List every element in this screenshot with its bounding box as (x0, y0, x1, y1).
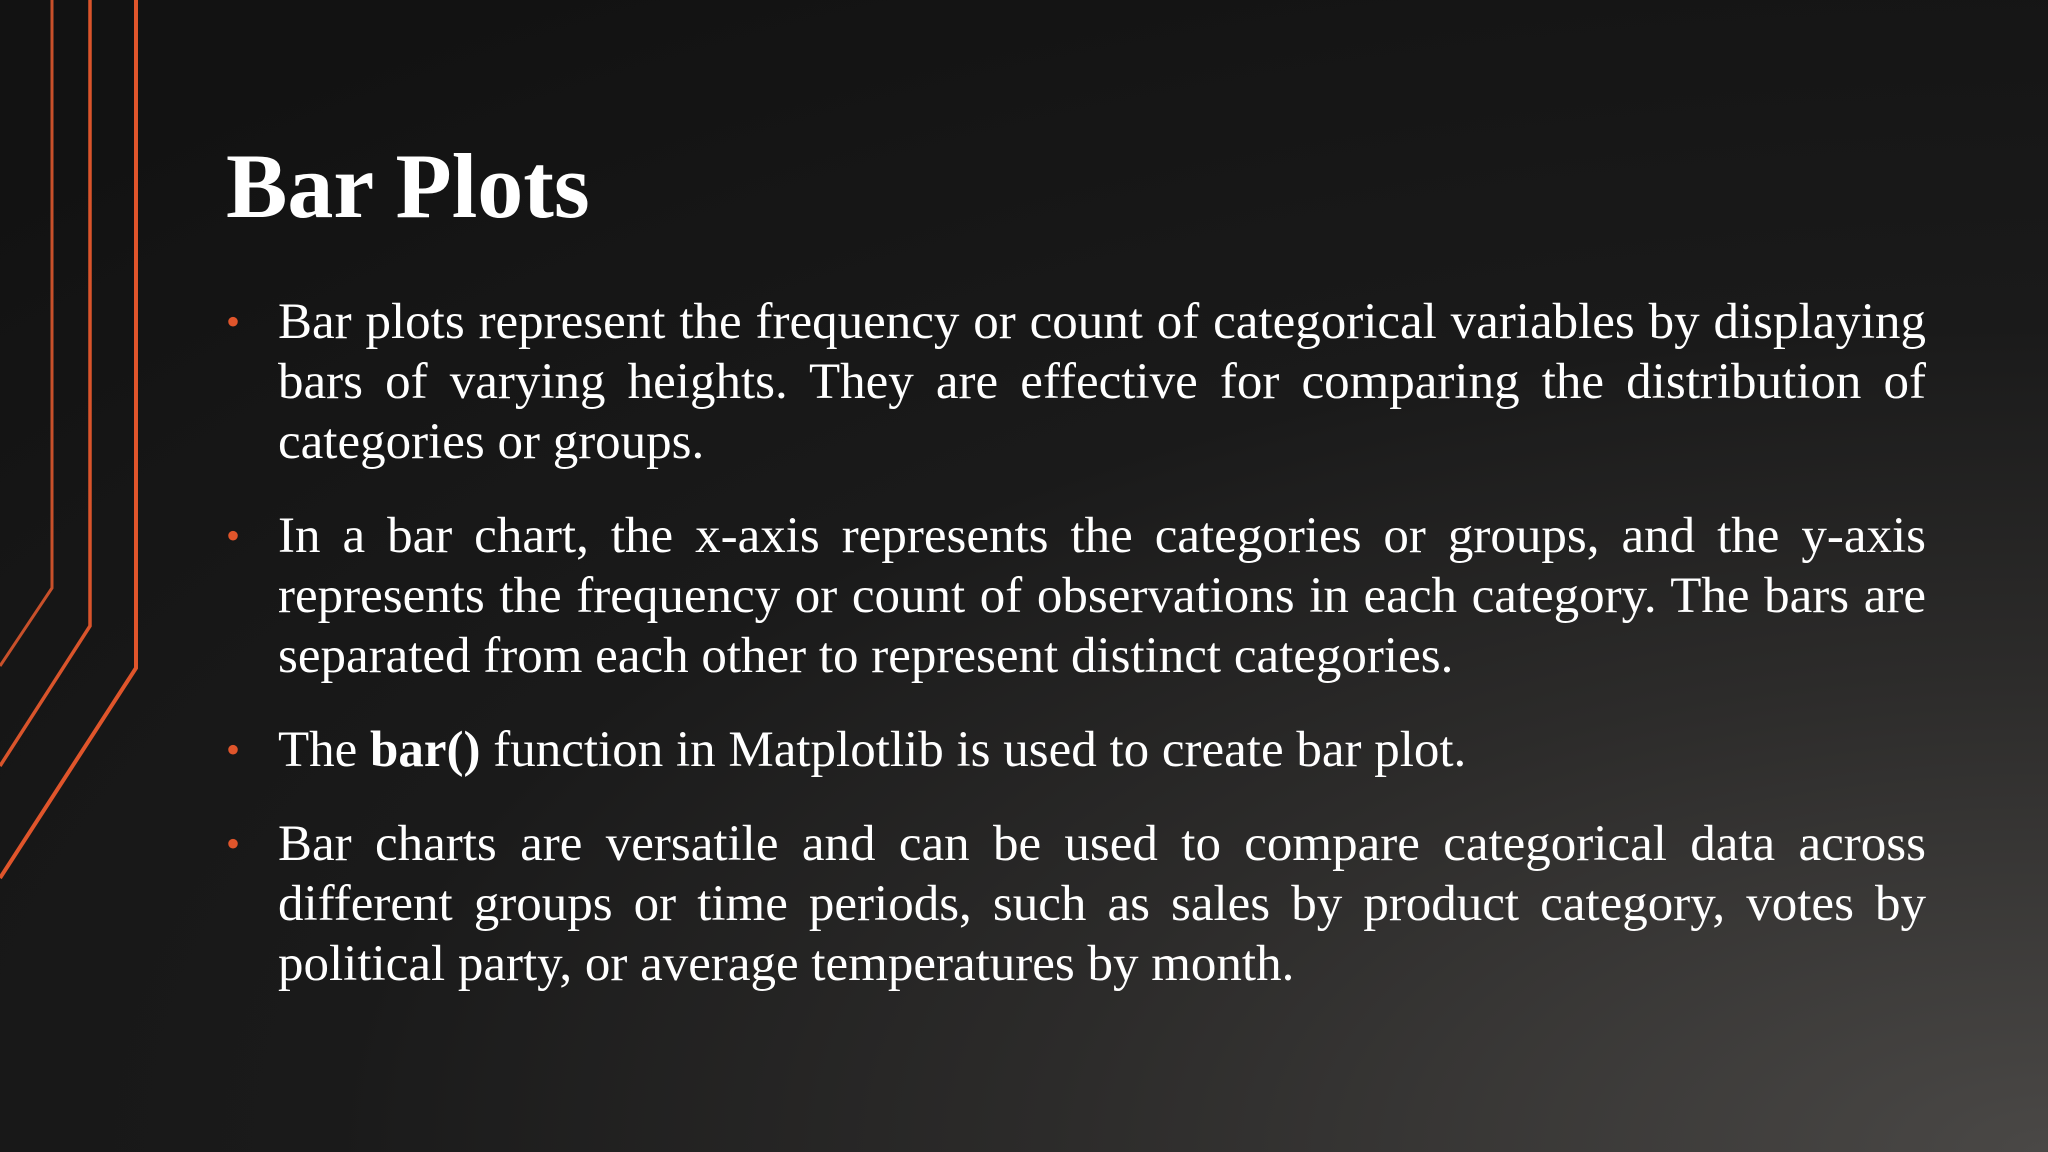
bullet-text: In a bar chart, the x-axis represents the categories or groups, and the y-axis represents the frequency or count of observations in each category. The bars are separated from each other to represent distinct categories. (278, 508, 1926, 684)
bullet-list (226, 292, 1926, 1028)
bullet-text: Bar charts are versatile and can be used to compare categorical data across different groups or time periods, such as sales by product category, votes by political party, or average temperatures by month. (278, 816, 1926, 992)
bullet-text-after: function in Matplotlib is used to create bar plot. (480, 722, 1467, 778)
bullet-text: Bar plots represent the frequency or count of categorical variables by displaying bars of varying heights. They are effective for comparing the distribution of categories or groups. (278, 294, 1926, 470)
bullet-icon: • (226, 727, 241, 772)
bullet-icon: • (226, 513, 241, 558)
bullet-item (226, 506, 1926, 686)
slide-title: Bar Plots (226, 135, 590, 237)
bullet-text (278, 722, 1466, 778)
bullet-item (226, 292, 1926, 472)
bullet-icon: • (226, 821, 241, 866)
bullet-item (226, 720, 1926, 780)
code-function-name: bar() (370, 722, 481, 778)
bullet-icon: • (226, 299, 241, 344)
bullet-text-before: The (278, 722, 371, 778)
accent-line-3 (0, 0, 136, 878)
accent-line-2 (0, 0, 90, 766)
decorative-accent-lines (0, 0, 160, 1152)
bullet-item (226, 814, 1926, 994)
accent-line-1 (0, 0, 52, 666)
